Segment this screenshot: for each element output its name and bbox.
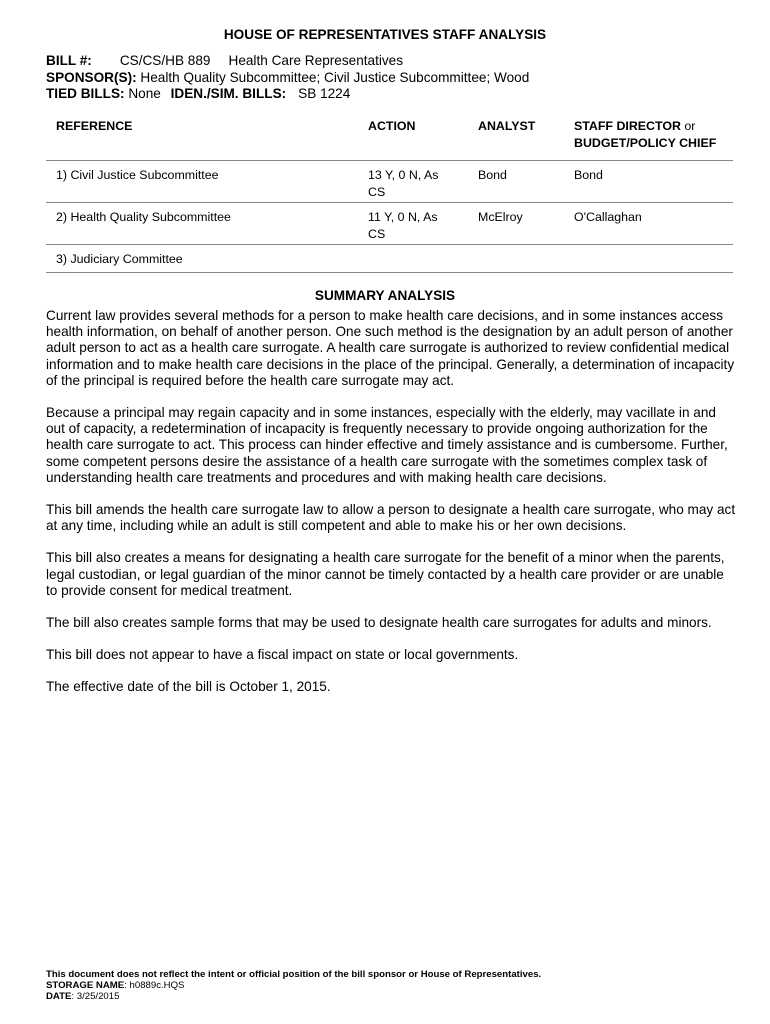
iden-bills-label: IDEN./SIM. BILLS: — [170, 86, 287, 101]
bill-line — [46, 53, 403, 68]
storage-name — [46, 980, 541, 991]
footer-date — [46, 991, 541, 1002]
footer-disclaimer: This document does not reflect the intent or official position of the bill sponsor or House of Representatives. — [46, 969, 542, 980]
sponsors-value: Health Quality Subcommittee; Civil Justice Subcommittee; Wood — [140, 70, 530, 85]
action-line: 13 Y, 0 N, As — [368, 168, 439, 182]
bill-label: BILL #: — [46, 53, 92, 68]
row-director: Bond — [574, 161, 733, 203]
row-reference: 3) Judiciary Committee — [46, 245, 368, 273]
table-row — [46, 203, 733, 245]
row-analyst: Bond — [478, 161, 574, 203]
iden-bills-value: SB 1224 — [298, 86, 351, 101]
summary-paragraph: This bill does not appear to have a fiscal impact on state or local governments. — [46, 647, 519, 663]
row-action — [368, 203, 478, 245]
action-line: 11 Y, 0 N, As — [368, 210, 438, 224]
staff-director-label: STAFF DIRECTOR — [574, 119, 681, 133]
col-reference: REFERENCE — [56, 119, 133, 133]
table-row — [46, 161, 733, 203]
row-action — [368, 245, 478, 273]
bill-name: Health Care Representatives — [228, 53, 404, 68]
date-value: : 3/25/2015 — [71, 991, 120, 1003]
document-title: HOUSE OF REPRESENTATIVES STAFF ANALYSIS — [223, 27, 547, 42]
col-action: ACTION — [368, 119, 416, 133]
row-analyst — [478, 245, 574, 273]
summary-paragraph: This bill amends the health care surrogate law to allow a person to designate a health care surrogate, who may act at any time, including while an adult is still competent and able to make his or her own decisions. — [46, 502, 736, 534]
tied-bills-label: TIED BILLS: — [46, 86, 125, 101]
row-reference: 1) Civil Justice Subcommittee — [46, 161, 368, 203]
date-label: DATE — [46, 991, 72, 1003]
col-staff-director — [574, 111, 733, 161]
table-row — [46, 245, 733, 273]
summary-paragraph: The effective date of the bill is October 1, 2015. — [46, 679, 331, 695]
sponsors-label: SPONSOR(S): — [46, 70, 137, 85]
row-director: O'Callaghan — [574, 203, 733, 245]
tied-bills-line — [46, 86, 350, 101]
reference-table — [46, 111, 733, 273]
staff-director-or: or — [684, 119, 696, 133]
row-analyst: McElroy — [478, 203, 574, 245]
reference-table-header — [46, 111, 733, 161]
budget-chief-label: BUDGET/POLICY CHIEF — [574, 136, 717, 150]
bill-number: CS/CS/HB 889 — [119, 53, 211, 68]
summary-paragraph: Because a principal may regain capacity and in some instances, especially with the elderly, may vacillate in and out of capacity, a redetermination of incapacity is frequently necessary to provide ongoing authorization for the health care surrogate to act. This process can hinder effective and timely assistance and is cumbersome. Further, some competent persons desire the assistance of a health care surrogate with the sometimes complex task of understanding health care treatments and procedures and with making health care decisions. — [46, 405, 728, 485]
summary-body — [46, 308, 736, 712]
summary-paragraph: This bill also creates a means for designating a health care surrogate for the benefit of a minor when the parents, legal custodian, or legal guardian of the minor cannot be timely contacted by a health care provider or are unable to provide consent for medical treatment. — [46, 550, 725, 598]
summary-paragraph: The bill also creates sample forms that may be used to designate health care surrogates for adults and minors. — [46, 615, 712, 631]
storage-label: STORAGE NAME — [46, 980, 125, 992]
summary-paragraph: Current law provides several methods for a person to make health care decisions, and in some instances access health information, on behalf of another person. One such method is the designation by an adult person of another adult person to act as a health care surrogate. A health care surrogate is authorized to review confidential medical information and to make health care decisions in the place of the principal. Generally, a determination of incapacity of the principal is required before the health care surrogate may act. — [46, 308, 735, 388]
footer — [46, 969, 541, 1003]
tied-bills-value: None — [128, 86, 161, 101]
action-line: CS — [368, 227, 386, 241]
row-reference: 2) Health Quality Subcommittee — [46, 203, 368, 245]
col-analyst: ANALYST — [478, 119, 536, 133]
summary-title: SUMMARY ANALYSIS — [314, 288, 456, 303]
row-director — [574, 245, 733, 273]
storage-value: : h0889c.HQS — [124, 980, 185, 992]
row-action — [368, 161, 478, 203]
action-line: CS — [368, 185, 386, 199]
sponsors-line — [46, 70, 529, 85]
